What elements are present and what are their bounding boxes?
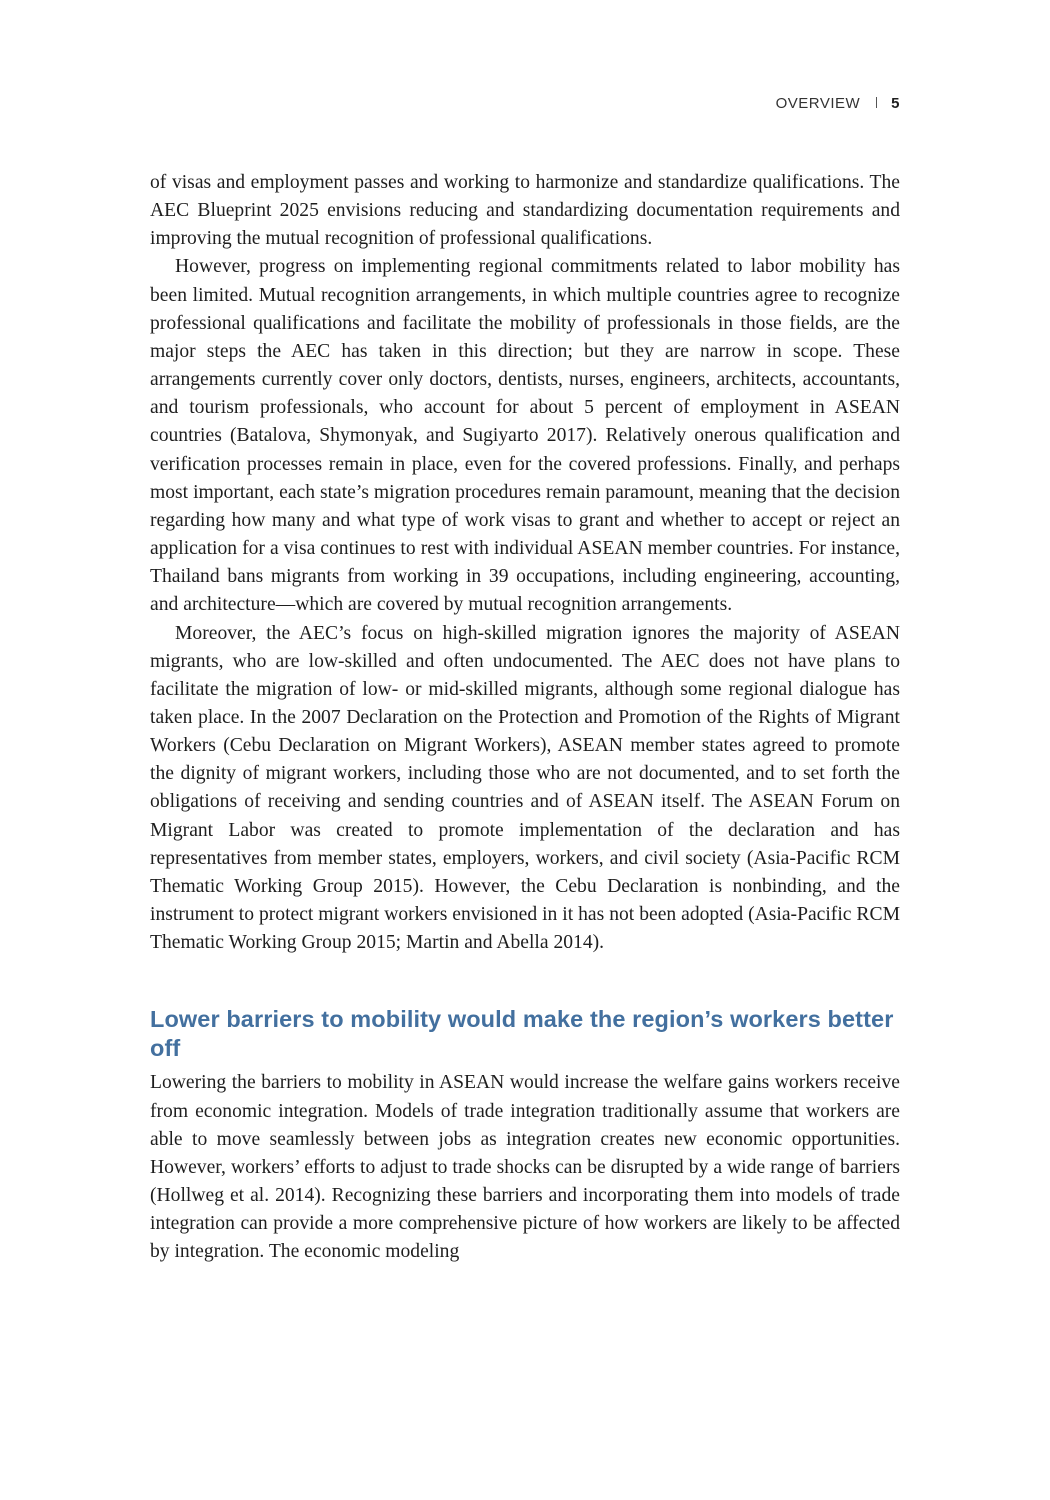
page-number: 5 <box>891 95 900 112</box>
paragraph-4: Lowering the barriers to mobility in ASEAN would increase the welfare gains workers receive from economic integration. Models of trade integration traditionally assume that workers are able to move seamlessly between jobs as integration creates new economic opportunities. However, workers’ efforts to adjust to trade shocks can be disrupted by a wide range of barriers (Hollweg et al. 2014). Recognizing these barriers and incorporating them into models of trade integration can provide a more comprehensive picture of how workers are likely to be affected by integration. The economic modeling <box>150 1072 900 1263</box>
paragraph-1: of visas and employment passes and working to harmonize and standardize qualifications. The AEC Blueprint 2025 envisions reducing and standardizing documentation requirements and improving the mutual recognition of professional qualifications. <box>150 172 900 250</box>
running-head <box>776 95 900 112</box>
section-heading: Lower barriers to mobility would make the region’s workers better off <box>150 1006 894 1062</box>
section-title: OVERVIEW <box>775 95 861 112</box>
page-body <box>150 169 900 1266</box>
paragraph-2: However, progress on implementing regional commitments related to labor mobility has been limited. Mutual recognition arrangements, in which multiple countries agree to recognize professional qualifications and facilitate the mobility of professionals in those fields, are the major steps the AEC has taken in this direction; but they are narrow in scope. These arrangements currently cover only doctors, dentists, nurses, engineers, architects, accountants, and tourism professionals, who account for about 5 percent of employment in ASEAN countries (Batalova, Shymonyak, and Sugiyarto 2017). Relatively onerous qualification and verification processes remain in place, even for the covered professions. Finally, and perhaps most important, each state’s migration procedures remain paramount, meaning that the decision regarding how many and what type of work visas to grant and whether to accept or reject an application for a visa continues to rest with individual ASEAN member countries. For instance, Thailand bans migrants from working in 39 occupations, including engineering, accounting, and architecture—which are covered by mutual recognition arrangements. <box>150 256 900 616</box>
header-divider <box>876 97 877 108</box>
paragraph-3: Moreover, the AEC’s focus on high-skilled migration ignores the majority of ASEAN migrants, who are low-skilled and often undocumented. The AEC does not have plans to facilitate the migration of low- or mid-skilled migrants, although some regional dialogue has taken place. In the 2007 Declaration on the Protection and Promotion of the Rights of Migrant Workers (Cebu Declaration on Migrant Workers), ASEAN member states agreed to promote the dignity of migrant workers, including those who are not documented, and to set forth the obligations of receiving and sending countries and of ASEAN itself. The ASEAN Forum on Migrant Labor was created to promote implementation of the declaration and has representatives from member states, employers, workers, and civil society (Asia-Pacific RCM Thematic Working Group 2015). However, the Cebu Declaration is nonbinding, and the instrument to protect migrant workers envisioned in it has not been adopted (Asia-Pacific RCM Thematic Working Group 2015; Martin and Abella 2014). <box>150 622 900 954</box>
